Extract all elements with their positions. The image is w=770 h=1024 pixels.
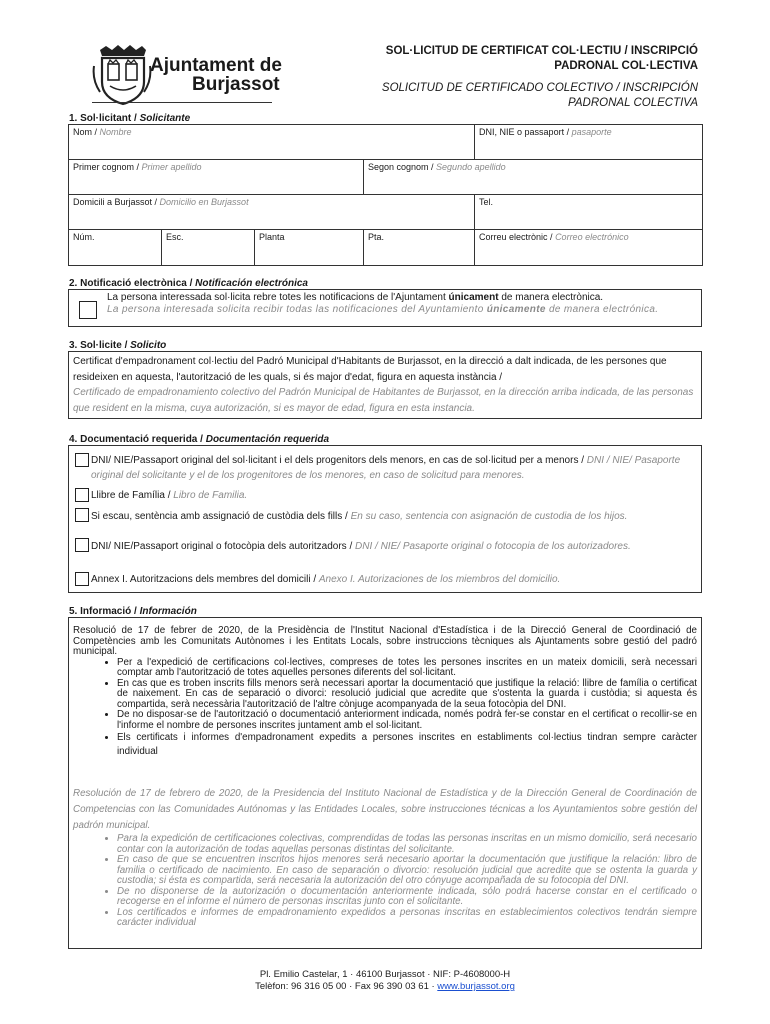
request-box (68, 351, 702, 419)
info-es-list (73, 834, 697, 929)
address-field[interactable]: Domicili a Burjassot / Domicilio en Burjassot (69, 195, 475, 230)
info-ca (73, 626, 697, 759)
footer (0, 969, 770, 993)
second-surname-field[interactable]: Segon cognom / Segundo apellido (364, 160, 703, 195)
request-text-es: Certificado de empadronamiento colectivo del Padrón Municipal de Habitantes de Burjassot, en la dirección arriba indicada, de las personas que resident en la misma, cuya autorización, si es mayor de edad, figura en esta instancia. (73, 387, 694, 414)
information-box (68, 617, 702, 949)
doc-item: Llibre de Família / Libro de Familia. (91, 490, 248, 501)
doc-item: Annex I. Autoritzacions dels membres del domicili / Anexo I. Autorizaciones de los miembros del domicilio. (91, 574, 561, 585)
list-item: • De no disponerse de la autorización o documentación anteriormente indicada, sólo podrá hacerse constar en el certificado o recogerse en el informe el número de personas inscritas junto con el solicitante. (117, 887, 697, 908)
doc-family-book-checkbox[interactable] (75, 488, 89, 502)
section4-title: 4. Documentació requerida / Documentación requerida (69, 434, 330, 445)
door-field[interactable]: Pta. (364, 230, 475, 266)
doc-item: DNI/ NIE/Passaport original o fotocòpia dels autoritzadors / DNI / NIE/ Pasaporte original o fotocopia de los autorizadores. (91, 541, 631, 552)
section1-title: 1. Sol·licitant / Solicitante (69, 113, 191, 124)
form-title-es: SOLICITUD DE CERTIFICADO COLECTIVO / INSCRIPCIÓN PADRONAL COLECTIVA (381, 82, 698, 109)
logo-text-line1: Ajuntament de (150, 55, 282, 76)
stair-field[interactable]: Esc. (162, 230, 255, 266)
list-item: • Per a l'expedició de certificacions col·lectives, compreses de totes les persones inscrites en un mateix domicili, serà necessari comptar amb l'autorització de totes aquelles persones diferents del sol·licitant. (117, 658, 697, 679)
footer-address: Pl. Emilio Castelar, 1 · 46100 Burjassot · NIF: P-4608000-H (259, 969, 511, 980)
info-ca-list (73, 658, 697, 760)
doc-authorizers-id-checkbox[interactable] (75, 538, 89, 552)
applicant-table (68, 124, 703, 266)
logo-text-line2: Burjassot (192, 74, 280, 95)
phone-field[interactable]: Tel. (475, 195, 703, 230)
list-item: • De no disposar-se de l'autorització o documentació anteriorment indicada, només podrà fer-se constar en el certificat o recollir-se en l'informe el nombre de persones inscrites juntament amb el sol·licitant. (117, 710, 697, 731)
electronic-notification-checkbox[interactable] (79, 301, 97, 319)
doc-annex-checkbox[interactable] (75, 572, 89, 586)
doc-item: Si escau, sentència amb assignació de custòdia dels fills / En su caso, sentencia con asignación de custodia de los hijos. (91, 511, 628, 522)
floor-field[interactable]: Planta (255, 230, 364, 266)
documentation-box (68, 445, 702, 593)
website-link[interactable]: www.burjassot.org (437, 981, 515, 992)
footer-contact: Telèfon: 96 316 05 00 · Fax 96 390 03 61 · www.burjassot.org (255, 981, 515, 992)
first-surname-field[interactable]: Primer cognom / Primer apellido (69, 160, 364, 195)
section5-title: 5. Informació / Información (69, 606, 197, 617)
info-es (73, 786, 697, 929)
info-es-intro: Resolución de 17 de febrero de 2020, de la Presidencia del Instituto Nacional de Estadística y de la Dirección General de Coordinación de Competencias con las Comunidades Autónomas y las Entidades Locales, sobre instrucciones técnicas a los Ayuntamientos sobre gestión del padrón municipal. (73, 788, 697, 831)
list-item: • Los certificados e informes de empadronamiento expedidos a personas inscritas en establecimientos colectivos tendrán siempre carácter individual (117, 908, 697, 929)
info-ca-intro: Resolució de 17 de febrer de 2020, de la Presidència de l'Institut Nacional d'Estadística i de la Direcció General de Coordinació de Competències amb les Comunitats Autònomes i les Entitats Locals, sobre instruccions tècniques als Ajuntaments sobre gestió del padró municipal. (73, 625, 697, 657)
notification-text (107, 292, 699, 316)
number-field[interactable]: Núm. (69, 230, 162, 266)
ajuntament-logo (92, 44, 282, 106)
doc-custody-checkbox[interactable] (75, 508, 89, 522)
form-title-ca: SOL·LICITUD DE CERTIFICAT COL·LECTIU / INSCRIPCIÓ PADRONAL COL·LECTIVA (385, 45, 698, 72)
id-field[interactable]: DNI, NIE o passaport / pasaporte (475, 125, 703, 160)
request-text-ca: Certificat d'empadronament col·lectiu del Padró Municipal d'Habitants de Burjassot, en la direcció a dalt indicada, de les persones que resideixen en aquesta, l'autorització de les quals, si és major d'edat, figura en aquesta instància / (73, 356, 667, 383)
notification-box (68, 289, 702, 327)
name-field[interactable]: Nom / Nombre (69, 125, 475, 160)
list-item: • En caso de que se encuentren inscritos hijos menores será necesario aportar la documentación que justifique la relación: libro de familia o certificado de nacimiento. En caso de separación o divorcio: resolución judicial que acredite que se ostenta la guarda y custodia; si ésta es compartida, será necesaria la autorización del otro cónyuge acompañada de su fotocopia del DNI. (117, 855, 697, 887)
notification-text-es: La persona interesada solicita recibir todas las notificaciones del Ayuntamiento únicamente de manera electrónica. (107, 304, 659, 315)
notification-text-ca: La persona interessada sol·licita rebre totes les notificacions de l'Ajuntament únicament de manera electrònica. (107, 292, 604, 303)
doc-id-checkbox[interactable] (75, 453, 89, 467)
coat-of-arms-icon (92, 44, 152, 106)
list-item: • En cas que es troben inscrits fills menors serà necessari aportar la documentació que justifique la relació: llibre de família o certificat de naixement. En cas de separació o divorci: resolució judicial que acredite que s'ostenta la guarda i custòdia; si aquesta és compartida, serà necessària l'autorització de l'altre cònjuge acompanyada de la seua fotocòpia del DNI. (117, 679, 697, 711)
email-field[interactable]: Correu electrònic / Correo electrónico (475, 230, 703, 266)
logo-divider (92, 102, 272, 103)
section3-title: 3. Sol·licite / Solicito (69, 340, 167, 351)
list-item: • Els certificats i informes d'empadronament expedits a persones inscrites en establiments col·lectius tindran sempre caràcter individual (117, 731, 697, 759)
list-item: • Para la expedición de certificaciones colectivas, comprendidas de todas las personas inscritas en un mismo domicilio, será necesario contar con la autorización de todas aquellas personas distintas del solicitante. (117, 834, 697, 855)
section2-title: 2. Notificació electrònica / Notificación electrónica (69, 278, 308, 289)
doc-item: DNI/ NIE/Passaport original del sol·licitant i el dels progenitors dels menors, en cas de sol·licitud per a menors / DNI / NIE/ Pasaporte original del solicitante y el de los progenitores de los menores, en caso de solicitud para menores. (91, 455, 681, 481)
